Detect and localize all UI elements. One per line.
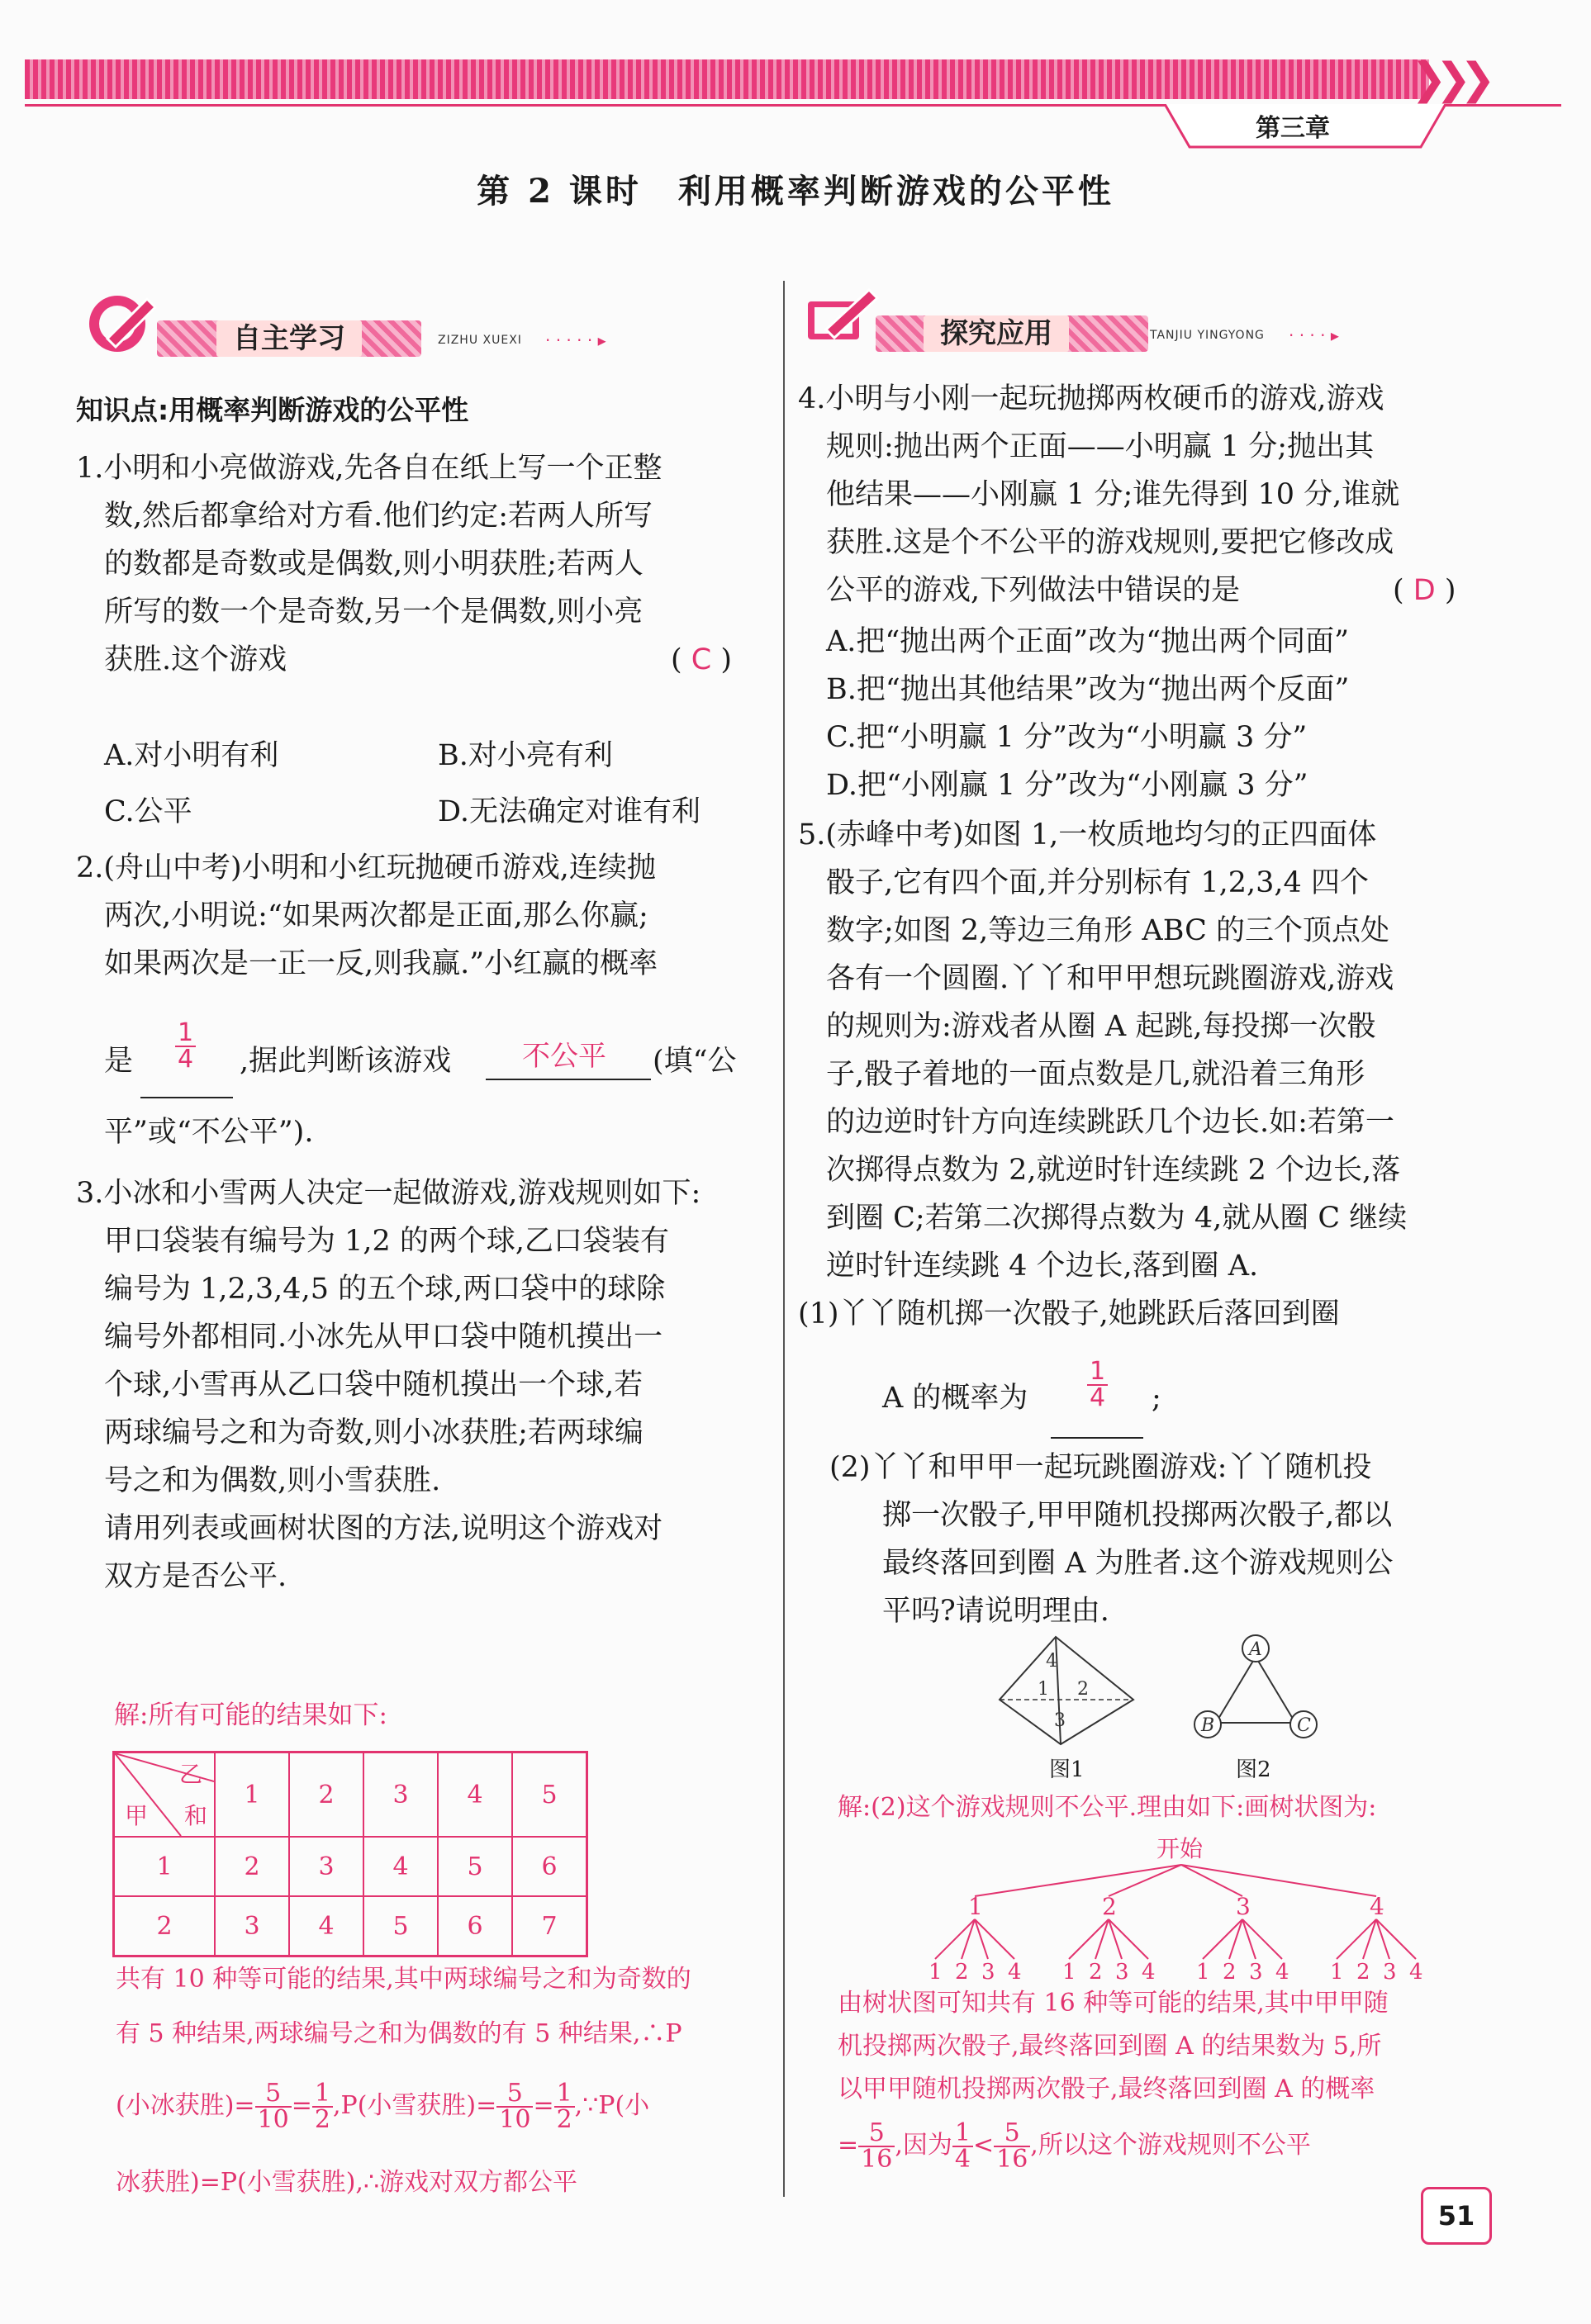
- tree-node-level2: 4: [1142, 1960, 1156, 1985]
- tree-node-level2: 2: [1089, 1960, 1103, 1985]
- tree-node-level2: 1: [1330, 1960, 1344, 1985]
- q3-solution-intro: 解:所有可能的结果如下:: [114, 1700, 387, 1730]
- table-cell: 3: [289, 1837, 363, 1896]
- q3-line: 编号为 1,2,3,4,5 的五个球,两口袋中的球除: [104, 1273, 666, 1306]
- q1-answer: C: [691, 643, 712, 676]
- q1-text: [76, 444, 663, 684]
- q5-solution-intro: 解:(2)这个游戏规则不公平.理由如下:画树状图为:: [838, 1793, 1377, 1822]
- q3-line: 号之和为偶数,则小雪获胜.: [104, 1464, 441, 1497]
- page-number: 51: [1421, 2187, 1492, 2245]
- table-row-label: 2: [114, 1896, 216, 1956]
- q4-line: 他结果——小刚赢 1 分;谁先得到 10 分,谁就: [826, 478, 1400, 511]
- q5-line: 的规则为:游戏者从圈 A 起跳,每投掷一次骰: [826, 1010, 1376, 1043]
- q5-line: 逆时针连续跳 4 个边长,落到圈 A.: [826, 1250, 1259, 1283]
- q5-part2-line: 掷一次骰子,甲甲随机投掷两次骰子,都以: [882, 1499, 1393, 1532]
- q4-line: 获胜.这是个不公平的游戏规则,要把它修改成: [826, 526, 1394, 559]
- q5-part2: [829, 1444, 1394, 1635]
- q1-answer-bracket: ( C ): [671, 643, 733, 676]
- q4-answer-bracket: ( D ): [1393, 574, 1456, 607]
- q3-line: 双方是否公平.: [104, 1560, 287, 1593]
- table-header-cell: 4: [438, 1752, 512, 1838]
- fraction: [496, 2081, 533, 2132]
- face-label: 3: [1054, 1710, 1066, 1731]
- q4-option-c: C.把“小明赢 1 分”改为“小明赢 3 分”: [826, 721, 1308, 754]
- tree-node-level2: 3: [1383, 1960, 1397, 1985]
- q3-line: 个球,小雪再从乙口袋中随机摸出一个球,若: [104, 1368, 644, 1402]
- q5-sol-line: 由树状图可知共有 16 种等可能的结果,其中甲甲随: [838, 1989, 1389, 2018]
- q1-line: 1.小明和小亮做游戏,先各自在纸上写一个正整: [76, 452, 663, 485]
- q5-sol-last: [838, 2118, 1311, 2174]
- tree-node-level2: 1: [928, 1960, 943, 1985]
- q3-result-table: [112, 1751, 588, 1957]
- chevron-arrows-icon: ❯❯❯: [1411, 55, 1484, 104]
- q4-options: [826, 618, 1349, 809]
- table-cell: 6: [512, 1837, 587, 1896]
- dots-arrow-icon: · · · · · ▸: [545, 330, 606, 350]
- q1-option-a: A.对小明有利: [104, 739, 279, 772]
- chapter-label: 第三章: [1256, 114, 1330, 143]
- q5-sol-part: =: [838, 2131, 859, 2160]
- q5-sol-part: ,因为: [895, 2131, 952, 2160]
- q5-line: 5.(赤峰中考)如图 1,一枚质地均匀的正四面体: [798, 818, 1377, 851]
- tree-node-level2: 1: [1062, 1960, 1076, 1985]
- q3-line: 甲口袋装有编号为 1,2 的两个球,乙口袋装有: [104, 1225, 670, 1258]
- table-cell: 6: [438, 1896, 512, 1956]
- node-label: C: [1297, 1715, 1311, 1736]
- figure-2-caption: 图2: [1236, 1757, 1271, 1782]
- pen-screen-icon: [803, 285, 886, 351]
- q4-line: 4.小明与小刚一起玩抛掷两枚硬币的游戏,游戏: [798, 382, 1384, 415]
- frac-num: 5: [255, 2081, 292, 2108]
- tree-node-level2: 4: [1008, 1960, 1022, 1985]
- q3-sol-line4: 冰获胜)=P(小雪获胜),∴游戏对双方都公平: [116, 2168, 578, 2197]
- q3-sol-part: =: [533, 2091, 554, 2120]
- section-explore-label: 探究应用: [924, 315, 1069, 352]
- q5-fraction: [1087, 1359, 1108, 1411]
- table-cell: 5: [363, 1896, 438, 1956]
- q1-line: 所写的数一个是奇数,另一个是偶数,则小亮: [104, 595, 644, 628]
- fraction: [255, 2081, 292, 2132]
- frac-num: 5: [858, 2121, 895, 2147]
- frac-den: 4: [954, 2145, 971, 2174]
- tree-branch: [975, 1865, 1181, 1896]
- table-cell: 3: [215, 1896, 289, 1956]
- table-cell: 4: [363, 1837, 438, 1896]
- table-header-cell: 2: [289, 1752, 363, 1838]
- tree-node-level2: 2: [1356, 1960, 1370, 1985]
- q2-pre: 是: [104, 1045, 134, 1078]
- q3-sol-part: ,P(小雪获胜)=: [332, 2091, 497, 2120]
- node-label: A: [1249, 1639, 1262, 1660]
- q4-option-a: A.把“抛出两个正面”改为“抛出两个同面”: [826, 625, 1349, 658]
- tree-node-level2: 3: [981, 1960, 995, 1985]
- table-cell: 4: [289, 1896, 363, 1956]
- figure-1-tetrahedron: [991, 1634, 1148, 1766]
- table-header-cell: 1: [215, 1752, 289, 1838]
- q2-frac-den: 4: [178, 1045, 194, 1074]
- tree-root: 开始: [1156, 1835, 1204, 1862]
- tree-node-level2: 2: [1223, 1960, 1237, 1985]
- q2-frac-num: 1: [175, 1021, 196, 1047]
- q1-option-c: C.公平: [104, 795, 192, 828]
- q3-solution: [116, 1957, 691, 2056]
- q3-sol-part: =: [291, 2091, 312, 2120]
- q3-sol-line3: [116, 2081, 649, 2132]
- q1-line: 的数都是奇数或是偶数,则小明获胜;若两人: [104, 548, 644, 581]
- q5-sol-part: ,所以这个游戏规则不公平: [1030, 2131, 1311, 2160]
- frac-den: 10: [257, 2105, 289, 2134]
- q1-line: 数,然后都拿给对方看.他们约定:若两人所写: [104, 500, 653, 533]
- q5-part1-end: ;: [1152, 1382, 1161, 1415]
- table-cell: 7: [512, 1896, 587, 1956]
- q5-line: 到圈 C;若第二次掷得点数为 4,就从圈 C 继续: [826, 1202, 1408, 1235]
- q5-line: 次掷得点数为 2,就逆时针连续跳 2 个边长,落: [826, 1154, 1401, 1187]
- table-row: [114, 1896, 587, 1956]
- q3-text: [76, 1169, 701, 1601]
- frac-num: 5: [994, 2121, 1030, 2147]
- frac-den: 16: [996, 2145, 1028, 2174]
- q3-sol-part: (小冰获胜)=: [116, 2091, 255, 2120]
- q2-mid: ,据此判断该游戏: [240, 1045, 452, 1078]
- face-label: 1: [1038, 1679, 1049, 1700]
- q5-text: [798, 811, 1407, 1338]
- q4-line: 规则:抛出两个正面——小明赢 1 分;抛出其: [826, 430, 1375, 463]
- frac-den: 16: [861, 2145, 893, 2174]
- section-explore-sub: TANJIU YINGYONG: [1150, 329, 1265, 342]
- q2-fraction: [175, 1018, 196, 1074]
- table-header-cell: 3: [363, 1752, 438, 1838]
- q4-option-b: B.把“抛出其他结果”改为“抛出两个反面”: [826, 673, 1350, 706]
- q3-sol-line: 共有 10 种等可能的结果,其中两球编号之和为奇数的: [116, 1965, 691, 1994]
- face-label: 4: [1046, 1651, 1057, 1672]
- fraction: [994, 2118, 1030, 2174]
- fraction: [858, 2118, 895, 2174]
- q1-line: 获胜.这个游戏: [104, 643, 287, 676]
- tree-node-level1: 4: [1370, 1893, 1384, 1920]
- tree-node-level2: 2: [955, 1960, 969, 1985]
- q3-line: 编号外都相同.小冰先从甲口袋中随机摸出一: [104, 1321, 663, 1354]
- table-header-cell: 5: [512, 1752, 587, 1838]
- q1-option-d: D.无法确定对谁有利: [438, 795, 701, 828]
- table-cell: 2: [215, 1837, 289, 1896]
- frac-den: 10: [499, 2105, 531, 2134]
- q2-line: 2.(舟山中考)小明和小红玩抛硬币游戏,连续抛: [76, 851, 656, 885]
- q4-text: [798, 375, 1399, 614]
- tree-node-level2: 3: [1115, 1960, 1129, 1985]
- q3-line: 两球编号之和为奇数,则小冰获胜;若两球编: [104, 1416, 644, 1449]
- table-cell: 5: [438, 1837, 512, 1896]
- q2-line: 两次,小明说:“如果两次都是正面,那么你赢;: [104, 899, 648, 932]
- section-self-study-sub: ZIZHU XUEXI: [438, 334, 522, 347]
- fraction: [554, 2081, 575, 2132]
- tree-node-level2: 4: [1409, 1960, 1423, 1985]
- q4-option-d: D.把“小刚赢 1 分”改为“小刚赢 3 分”: [826, 769, 1308, 802]
- corner-left: 甲: [125, 1802, 149, 1829]
- frac-num: 1: [952, 2121, 973, 2147]
- q5-sol-line: 机投掷两次骰子,最终落回到圈 A 的结果数为 5,所: [838, 2032, 1382, 2061]
- q5-line: 数字;如图 2,等边三角形 ABC 的三个顶点处: [826, 914, 1389, 947]
- tree-node-level1: 2: [1102, 1893, 1117, 1920]
- q5-line: 骰子,它有四个面,并分别标有 1,2,3,4 四个: [826, 866, 1369, 899]
- knowledge-point: 知识点:用概率判断游戏的公平性: [76, 394, 469, 426]
- q4-line: 公平的游戏,下列做法中错误的是: [826, 574, 1241, 607]
- pencil-icon: [83, 289, 165, 355]
- q2-text: [76, 844, 658, 988]
- table-corner: [114, 1752, 216, 1838]
- header-band: [25, 59, 1429, 99]
- q2-last: 平”或“不公平”).: [104, 1116, 314, 1149]
- q5-part2-line: 平吗?请说明理由.: [882, 1595, 1109, 1628]
- node-label: B: [1201, 1715, 1215, 1736]
- tree-node-level2: 1: [1196, 1960, 1210, 1985]
- frac-den: 2: [556, 2105, 572, 2134]
- q2-answer: 不公平: [522, 1040, 606, 1073]
- q5-solution: [838, 1982, 1389, 2111]
- frac-den: 4: [1090, 1383, 1106, 1412]
- q5-line: 子,骰子着地的一面点数是几,就沿着三角形: [826, 1058, 1365, 1091]
- table-row-label: 1: [114, 1837, 216, 1896]
- q5-part1: (1)丫丫随机掷一次骰子,她跳跃后落回到圈: [798, 1297, 1340, 1330]
- frac-num: 1: [1087, 1359, 1108, 1386]
- q3-line: 请用列表或画树状图的方法,说明这个游戏对: [104, 1512, 663, 1545]
- q3-sol-line: 有 5 种结果,两球编号之和为偶数的有 5 种结果,∴P: [116, 2019, 682, 2048]
- q5-line: 各有一个圆圈.丫丫和甲甲想玩跳圈游戏,游戏: [826, 962, 1394, 995]
- q5-line: 的边逆时针方向连续跳跃几个边长.如:若第一: [826, 1106, 1394, 1139]
- frac-den: 2: [314, 2105, 330, 2134]
- frac-num: 1: [554, 2081, 575, 2108]
- dots-arrow-icon: · · · · ▸: [1289, 325, 1339, 345]
- frac-num: 1: [312, 2081, 333, 2108]
- fraction: [952, 2118, 973, 2174]
- q3-sol-part: ,∵P(小: [574, 2091, 650, 2120]
- tree-node-level1: 3: [1236, 1893, 1251, 1920]
- table-row: [114, 1752, 587, 1838]
- table-row: [114, 1837, 587, 1896]
- q5-sol-part: <: [972, 2131, 995, 2160]
- q4-answer: D: [1413, 574, 1436, 607]
- tree-node-level2: 3: [1249, 1960, 1263, 1985]
- corner-top: 乙: [178, 1761, 202, 1788]
- section-self-study-label: 自主学习: [216, 320, 362, 357]
- face-label: 2: [1077, 1679, 1089, 1700]
- tree-node-level2: 4: [1275, 1960, 1289, 1985]
- figure-2-triangle: [1190, 1632, 1322, 1756]
- lesson-title: 第 2 课时 利用概率判断游戏的公平性: [477, 172, 1114, 211]
- tree-node-level1: 1: [968, 1893, 983, 1920]
- fraction: [312, 2081, 333, 2132]
- q2-post: (填“公: [653, 1045, 737, 1078]
- q5-sol-line: 以甲甲随机投掷两次骰子,最终落回到圈 A 的概率: [838, 2075, 1375, 2103]
- column-divider: [783, 281, 785, 2197]
- q5-part2-line: 最终落回到圈 A 为胜者.这个游戏规则公: [882, 1547, 1394, 1580]
- q2-line: 如果两次是一正一反,则我赢.”小红赢的概率: [104, 947, 658, 980]
- q3-line: 3.小冰和小雪两人决定一起做游戏,游戏规则如下:: [76, 1177, 701, 1210]
- figure-1-caption: 图1: [1049, 1757, 1085, 1782]
- q1-option-b: B.对小亮有利: [438, 739, 613, 772]
- frac-num: 5: [496, 2081, 533, 2108]
- q5-part1b: A 的概率为: [882, 1382, 1028, 1415]
- tree-diagram: [909, 1832, 1487, 1989]
- corner-mid: 和: [183, 1802, 207, 1829]
- q5-part2-line: (2)丫丫和甲甲一起玩跳圈游戏:丫丫随机投: [829, 1451, 1372, 1484]
